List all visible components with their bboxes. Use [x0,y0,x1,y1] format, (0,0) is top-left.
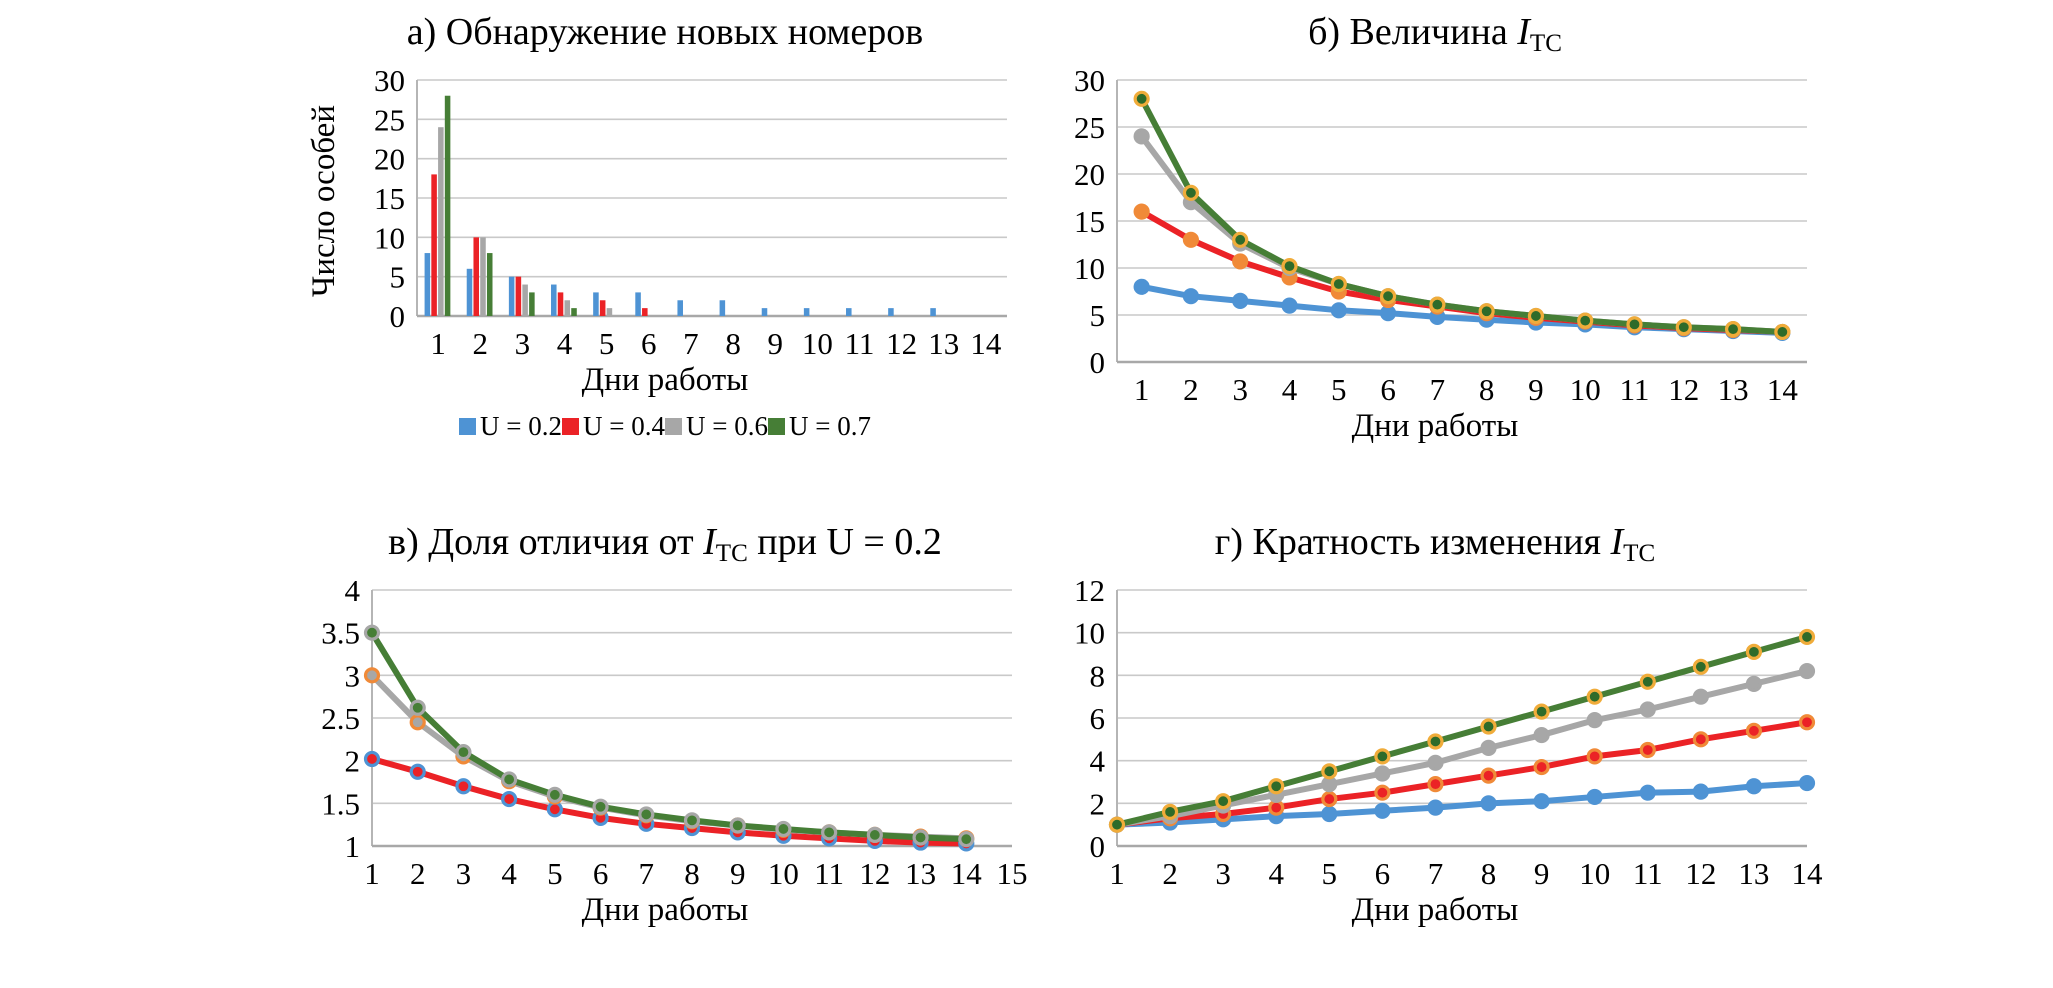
chart-c-title [388,516,942,580]
svg-text:5: 5 [389,259,405,295]
svg-text:11: 11 [814,856,845,892]
legend-item-u-0-6 [665,411,768,442]
svg-text:2: 2 [1183,372,1199,408]
svg-text:7: 7 [1429,372,1446,408]
chart-d-title [1215,516,1655,580]
svg-text:3: 3 [455,856,472,892]
svg-text:9: 9 [729,856,746,892]
svg-text:14: 14 [1791,856,1823,892]
svg-text:0: 0 [1089,345,1105,381]
svg-text:4: 4 [1268,856,1284,892]
svg-text:7: 7 [1427,856,1444,892]
svg-text:13: 13 [1738,856,1770,892]
legend-label-u-0-2: U = 0.2 [480,411,563,442]
svg-text:10: 10 [801,326,833,362]
svg-text:13: 13 [1717,372,1749,408]
chart-b-title-italic: I [1517,11,1530,53]
svg-text:7: 7 [682,326,699,362]
svg-text:10: 10 [1074,615,1105,651]
svg-text:8: 8 [684,856,700,892]
chart-d-title-italic: I [1610,521,1624,563]
svg-text:4: 4 [344,580,360,609]
legend-item-u-0-7 [768,411,871,442]
svg-text:3: 3 [1232,372,1248,408]
legend-item-u-0-2 [459,411,562,442]
svg-text:1: 1 [1133,372,1150,408]
chart-b-title-subscript: ТС [1529,30,1562,58]
chart-c-title-italic: I [703,521,716,563]
chart-b-title-text: б) Величина [1308,11,1518,53]
svg-text:3: 3 [1215,856,1231,892]
legend-item-u-0-4 [562,411,665,442]
svg-text:13: 13 [927,326,959,362]
svg-text:5: 5 [1321,856,1338,892]
chart-d-title-text: г) Кратность изменения [1214,521,1611,563]
svg-text:11: 11 [1632,856,1663,892]
svg-text:4: 4 [1281,372,1298,408]
legend-label-u-0-7: U = 0.7 [788,411,871,442]
chart-a-title [407,6,923,70]
svg-text:3: 3 [514,326,530,362]
svg-text:30: 30 [373,70,405,99]
svg-text:1: 1 [344,829,360,865]
chart-a-y-axis-title: Число особей [305,104,342,298]
svg-text:12: 12 [859,856,891,892]
svg-text:14: 14 [1766,372,1798,408]
svg-text:15: 15 [1074,204,1105,240]
chart-c-title-text: в) Доля отличия от [388,521,704,563]
chart-d-x-axis-title: Дни работы [1351,892,1519,929]
chart-c-x-axis-title: Дни работы [581,892,749,929]
svg-text:6: 6 [1089,701,1105,737]
legend-swatch-u-0-6 [665,418,682,435]
chart-d-title-subscript: ТС [1623,540,1656,568]
svg-text:15: 15 [373,181,405,217]
svg-text:25: 25 [1074,110,1105,146]
legend-label-u-0-6: U = 0.6 [686,411,768,442]
svg-text:10: 10 [767,856,799,892]
svg-text:12: 12 [885,326,917,362]
svg-text:5: 5 [598,326,614,362]
chart-a-plot-area [345,70,1025,362]
svg-text:10: 10 [373,220,405,256]
svg-text:1: 1 [1109,856,1125,892]
svg-text:7: 7 [638,856,655,892]
chart-panel-a [290,6,1040,442]
svg-text:5: 5 [547,856,563,892]
svg-text:12: 12 [1685,856,1717,892]
svg-text:12: 12 [1668,372,1700,408]
svg-text:2: 2 [1089,786,1105,822]
svg-text:15: 15 [996,856,1028,892]
svg-text:9: 9 [1533,856,1550,892]
svg-text:6: 6 [1380,372,1396,408]
svg-text:1: 1 [429,326,446,362]
svg-text:8: 8 [724,326,741,362]
chart-a-legend [459,411,871,442]
svg-text:30: 30 [1074,70,1105,99]
chart-a-x-axis-title: Дни работы [581,362,749,399]
svg-text:5: 5 [1331,372,1347,408]
chart-c-plot-area [300,580,1030,892]
svg-text:10: 10 [1074,251,1105,287]
svg-text:3: 3 [344,658,360,694]
svg-text:11: 11 [1619,372,1650,408]
chart-panel-d [1040,516,1830,929]
chart-a-title-text: а) Обнаружение новых номеров [406,11,924,53]
svg-text:5: 5 [1089,298,1105,334]
svg-text:6: 6 [640,326,657,362]
svg-text:9: 9 [1528,372,1544,408]
svg-text:6: 6 [1374,856,1391,892]
svg-text:8: 8 [1480,856,1497,892]
svg-text:1: 1 [364,856,380,892]
svg-text:4: 4 [501,856,517,892]
svg-text:4: 4 [556,326,572,362]
svg-text:25: 25 [373,102,405,138]
svg-text:8: 8 [1478,372,1495,408]
svg-text:13: 13 [905,856,937,892]
svg-text:20: 20 [1074,157,1105,193]
chart-d-plot-area [1045,580,1825,892]
legend-swatch-u-0-2 [459,418,476,435]
svg-text:2: 2 [471,326,488,362]
svg-text:2: 2 [1162,856,1178,892]
svg-text:2.5: 2.5 [321,701,360,737]
chart-b-plot-area [1045,70,1825,408]
svg-text:11: 11 [844,326,874,362]
svg-text:14: 14 [950,856,982,892]
chart-b-x-axis-title: Дни работы [1351,408,1519,445]
chart-panel-b [1040,6,1830,445]
svg-text:10: 10 [1579,856,1611,892]
svg-text:6: 6 [592,856,609,892]
svg-text:20: 20 [373,141,405,177]
svg-text:8: 8 [1089,658,1105,694]
svg-text:2: 2 [344,743,360,779]
chart-c-title-subscript: ТС [715,540,748,568]
svg-text:14: 14 [969,326,1001,362]
svg-text:12: 12 [1074,580,1105,609]
chart-panel-c [290,516,1040,929]
svg-text:9: 9 [766,326,783,362]
legend-label-u-0-4: U = 0.4 [583,411,665,442]
chart-b-title [1308,6,1562,70]
svg-text:4: 4 [1089,743,1105,779]
svg-text:0: 0 [1089,829,1105,865]
chart-c-title-suffix: при U = 0.2 [747,521,942,563]
svg-text:1.5: 1.5 [321,786,360,822]
legend-swatch-u-0-7 [768,418,785,435]
svg-text:3.5: 3.5 [321,615,360,651]
legend-swatch-u-0-4 [562,418,579,435]
svg-text:10: 10 [1569,372,1601,408]
svg-text:2: 2 [409,856,426,892]
svg-text:0: 0 [389,299,405,335]
